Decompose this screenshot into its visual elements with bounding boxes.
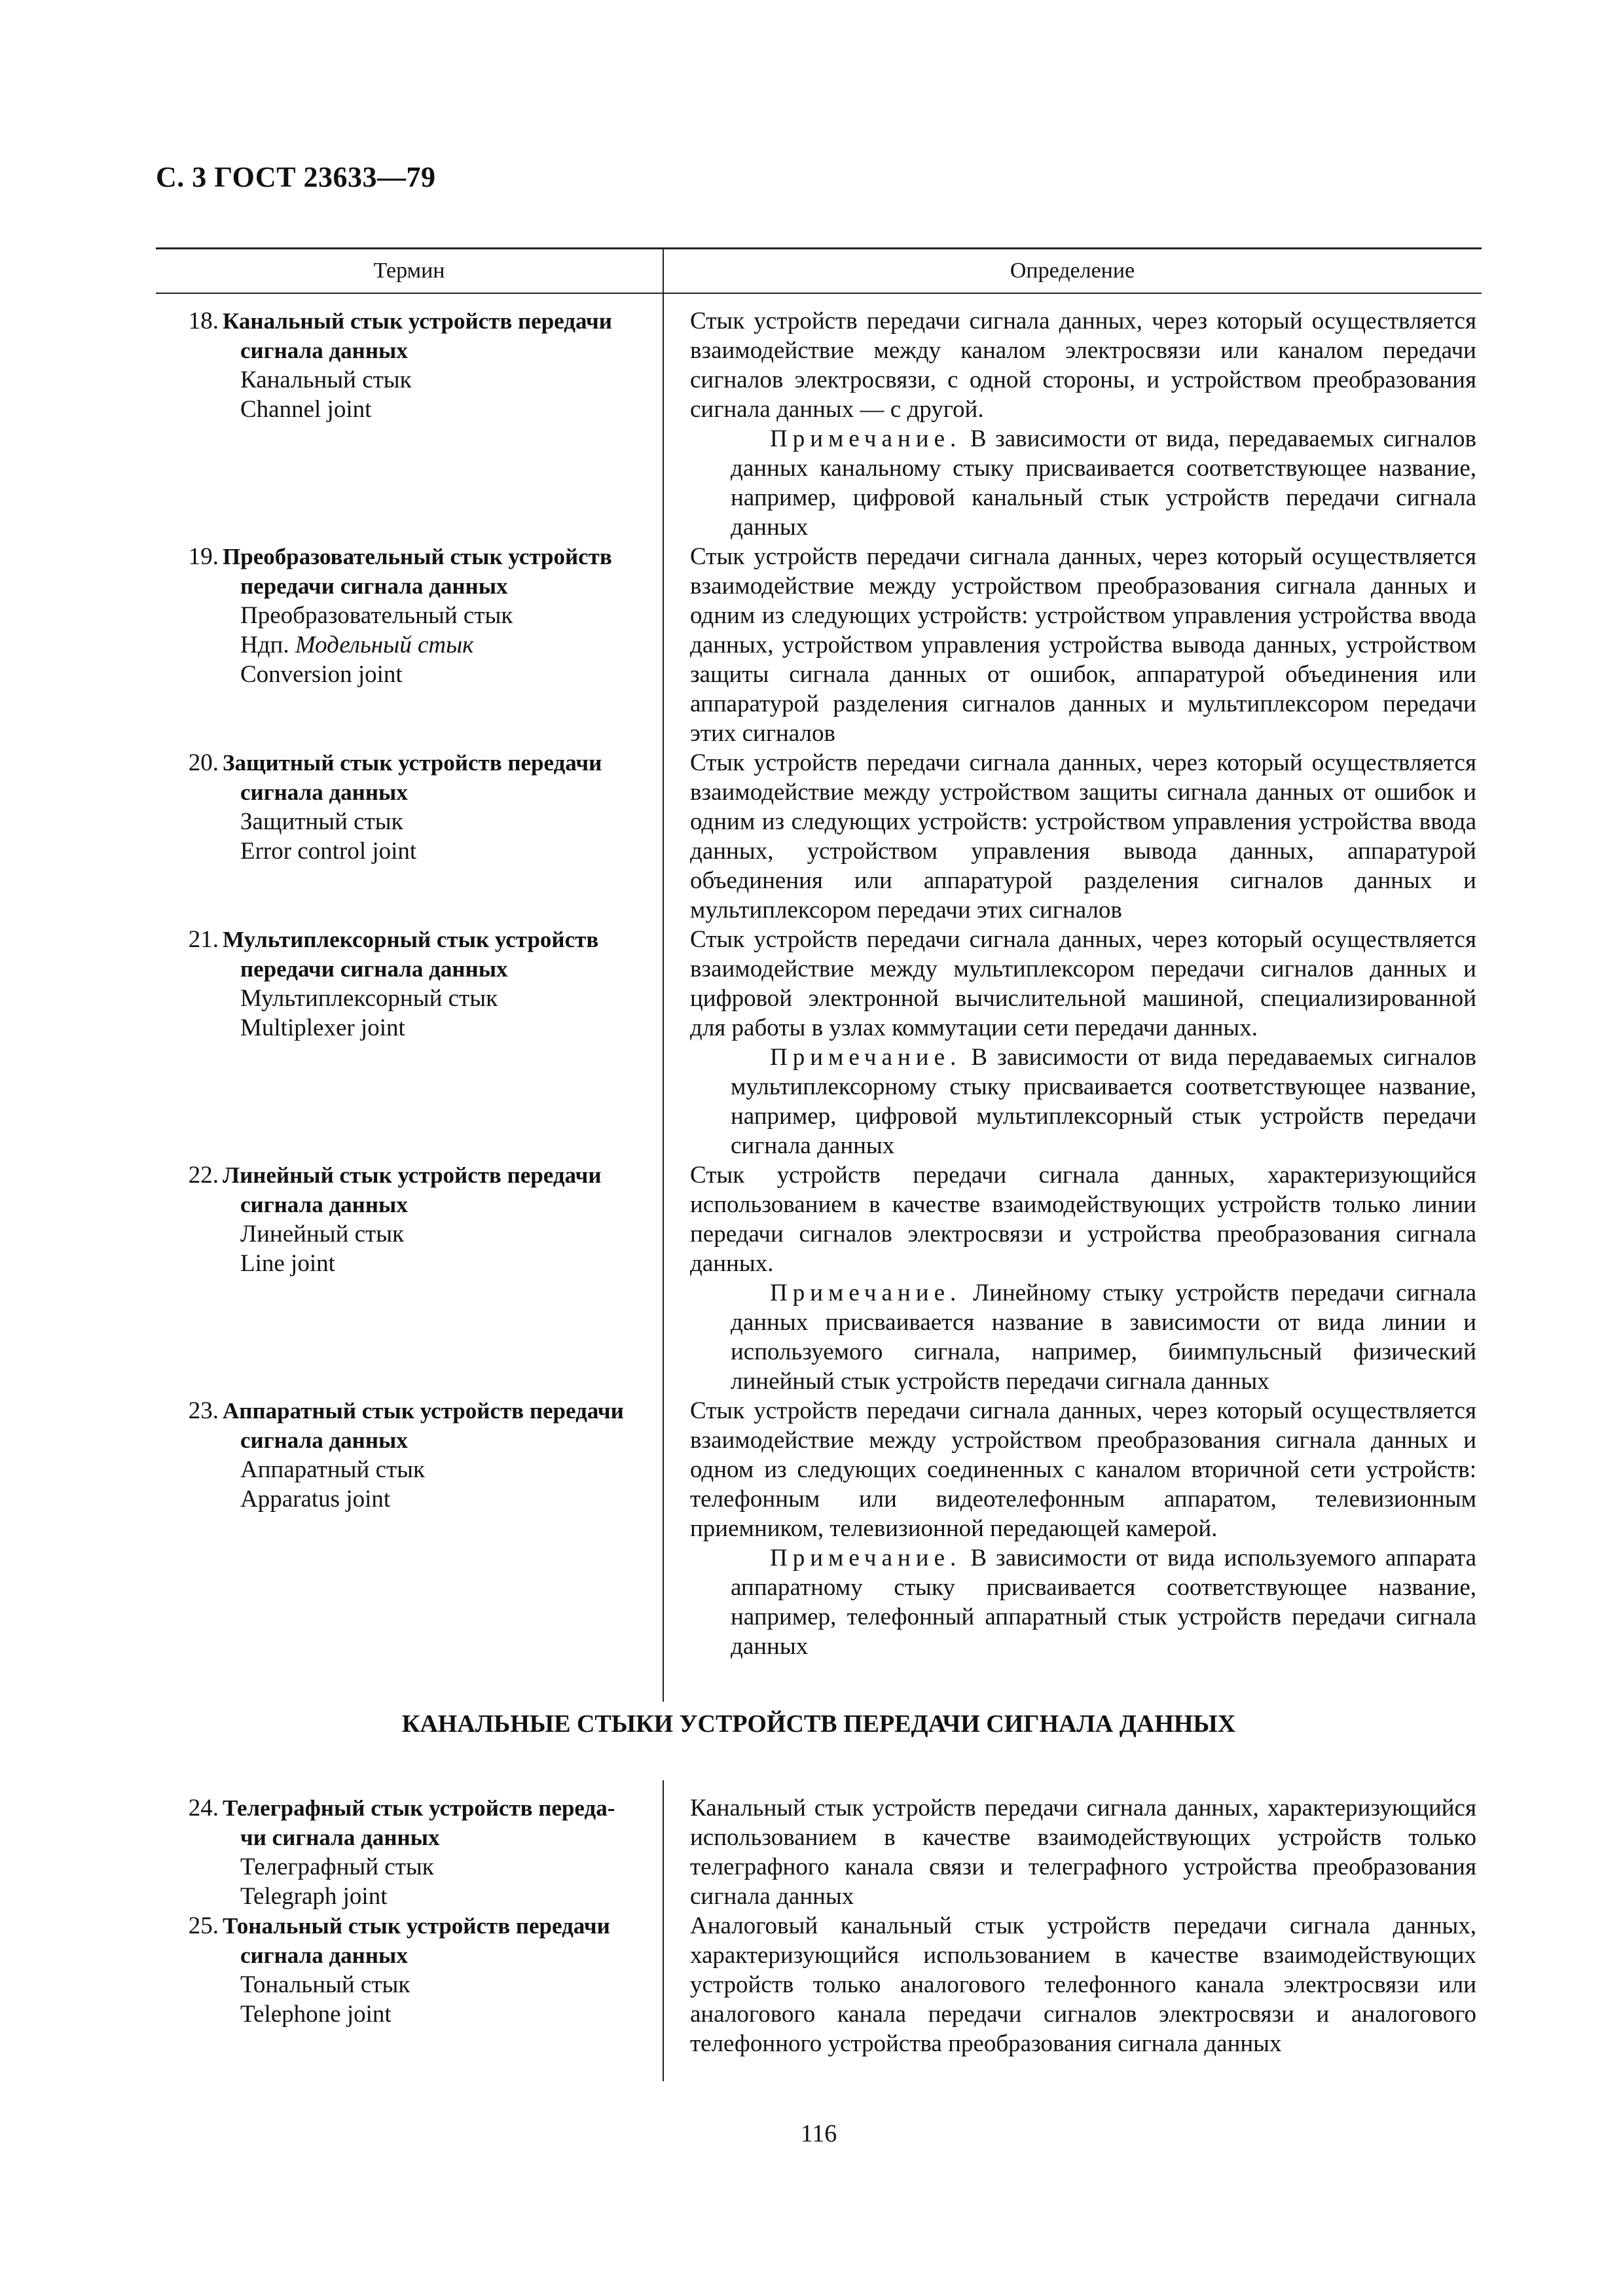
term-short: Тональный стык xyxy=(240,1971,410,1998)
term-number: 24. xyxy=(188,1795,219,1821)
section-title: КАНАЛЬНЫЕ СТЫКИ УСТРОЙСТВ ПЕРЕДАЧИ СИГНАЛА ДАННЫХ xyxy=(401,1710,1236,1738)
term-title: Канальный стык устройств передачи xyxy=(223,308,612,334)
term-entry-18 xyxy=(156,306,663,542)
definition-24 xyxy=(663,1793,1482,1911)
note-text: В зависимости от вида передаваемых сигналов мультиплексорному стыку присваивается соответствующее название, например, цифровой мультиплексорный стык устройств передачи сигнала данных xyxy=(731,1044,1477,1159)
term-english: Multiplexer joint xyxy=(240,1014,405,1041)
table-header xyxy=(156,247,1482,294)
term-title: Телеграфный стык устройств переда- xyxy=(223,1795,615,1821)
term-short: Телеграфный стык xyxy=(240,1854,434,1880)
definition-text: Стык устройств передачи сигнала данных, через который осуществляется взаимодействие между каналом электросвязи или каналом передачи сигналов электросвязи, с одной стороны, и устройством преобразования сигнала данных — с другой. xyxy=(690,308,1476,423)
definition-text: Аналоговый канальный стык устройств передачи сигнала данных, характеризующийся использованием в качестве взаимодействующих устройств только аналогового телефонного канала электросвязи или аналогового канала передачи сигналов электросвязи и аналогового телефонного устройства преобразования сигнала данных xyxy=(690,1912,1476,2057)
term-entry-24 xyxy=(156,1793,663,1911)
definition-text: Стык устройств передачи сигнала данных, через который осуществляется взаимодействие между устройством преобразования сигнала данных и одном из следующих соединенных с каналом вторичной сети устройств: телефонным или видеотелефонным аппаратом, телевизионным приемником, телевизионной передающей камерой. xyxy=(690,1397,1476,1542)
term-entry-21 xyxy=(156,925,663,1160)
term-number: 23. xyxy=(188,1397,219,1424)
term-title-cont: передачи сигнала данных xyxy=(240,956,508,982)
term-number: 22. xyxy=(188,1162,219,1189)
term-title-cont: передачи сигнала данных xyxy=(240,573,508,599)
definition-19 xyxy=(663,542,1482,748)
note-text: В зависимости от вида, передаваемых сигналов данных канальному стыку присваивается соответствующее название, например, цифровой канальный стык устройств передачи сигнала данных xyxy=(731,425,1476,541)
term-english: Telegraph joint xyxy=(240,1883,388,1910)
term-english: Apparatus joint xyxy=(240,1486,391,1513)
definition-20 xyxy=(663,748,1482,925)
term-number: 19. xyxy=(188,543,219,570)
definition-note xyxy=(731,1278,1476,1396)
term-title: Преобразовательный стык устройств xyxy=(223,544,612,569)
column-header-definition: Определение xyxy=(1010,259,1135,283)
term-entry-23 xyxy=(156,1396,663,1661)
note-label: Примечание. xyxy=(770,425,962,452)
term-english: Error control joint xyxy=(240,838,417,865)
term-english: Channel joint xyxy=(240,396,372,423)
definition-note xyxy=(731,1043,1476,1160)
term-short: Линейный стык xyxy=(240,1221,405,1247)
term-title: Тональный стык устройств передачи xyxy=(223,1913,610,1939)
term-title-cont: чи сигнала данных xyxy=(240,1825,440,1850)
term-entry-22 xyxy=(156,1160,663,1396)
term-title: Линейный стык устройств передачи xyxy=(223,1162,602,1188)
note-label: Примечание. xyxy=(770,1545,962,1571)
note-text: Линейному стыку устройств передачи сигнала данных присваивается название в зависимости от вида линии и используемого сигнала, например, биимпульсный физический линейный стык устройств передачи сигнала данных xyxy=(731,1280,1477,1395)
term-entry-19 xyxy=(156,542,663,748)
definition-note xyxy=(731,424,1476,542)
term-short: Преобразовательный стык xyxy=(240,602,513,629)
term-title-cont: сигнала данных xyxy=(240,1943,408,1968)
term-title: Аппаратный стык устройств передачи xyxy=(223,1398,624,1424)
definition-text: Стык устройств передачи сигнала данных, через который осуществляется взаимодействие между устройством защиты сигнала данных от ошибок и одним из следующих устройств: устройством управления устройства ввода данных, устройством управления вывода данных, аппаратурой объединения или аппаратурой разделения сигналов данных и мультиплексором передачи этих сигналов xyxy=(690,749,1476,924)
term-entry-25 xyxy=(156,1911,663,2058)
term-number: 20. xyxy=(188,749,219,776)
column-header-term: Термин xyxy=(373,259,445,283)
definition-25 xyxy=(663,1911,1482,2058)
term-short: Аппаратный стык xyxy=(240,1456,426,1483)
definition-18 xyxy=(663,306,1482,542)
term-title-cont: сигнала данных xyxy=(240,780,408,805)
terms-table-lower xyxy=(156,1793,1482,2058)
term-number: 25. xyxy=(188,1912,219,1939)
terms-table xyxy=(156,306,1482,1661)
definition-text: Стык устройств передачи сигнала данных, через который осуществляется взаимодействие между устройством преобразования сигнала данных и одним из следующих устройств: устройством управления устройства ввода данных, устройством управления устройства вывода данных, устройством защиты сигнала данных от ошибок, аппаратурой объединения или аппаратурой разделения сигналов данных и мультиплексором передачи этих сигналов xyxy=(690,543,1476,747)
ndp-term: Модельный стык xyxy=(295,632,474,658)
term-title-cont: сигнала данных xyxy=(240,1192,408,1217)
definition-21 xyxy=(663,925,1482,1160)
term-number: 18. xyxy=(188,308,219,334)
term-title: Мультиплексорный стык устройств xyxy=(223,927,599,952)
page-header: С. 3 ГОСТ 23633—79 xyxy=(156,161,436,193)
term-english: Conversion joint xyxy=(240,661,403,688)
term-short: Защитный стык xyxy=(240,808,403,835)
term-english: Line joint xyxy=(240,1250,335,1277)
definition-23 xyxy=(663,1396,1482,1661)
page-number: 116 xyxy=(800,2120,837,2147)
definition-text: Канальный стык устройств передачи сигнала данных, характеризующийся использованием в качестве взаимодействующих устройств только телеграфного канала связи и телеграфного устройства преобразования сигнала данных xyxy=(690,1795,1476,1910)
note-label: Примечание. xyxy=(770,1280,962,1306)
term-english: Telephone joint xyxy=(240,2001,392,2028)
term-short: Канальный стык xyxy=(240,367,412,393)
definition-text: Стык устройств передачи сигнала данных, через который осуществляется взаимодействие между мультиплексором передачи сигналов данных и цифровой электронной вычислительной машиной, специализированной для работы в узлах коммутации сети передачи данных. xyxy=(690,926,1476,1041)
note-text: В зависимости от вида используемого аппарата аппаратному стыку присваивается соответствующее название, например, телефонный аппаратный стык устройств передачи сигнала данных xyxy=(731,1545,1477,1660)
note-label: Примечание. xyxy=(770,1044,962,1071)
term-title-cont: сигнала данных xyxy=(240,1427,408,1453)
ndp-label: Ндп. xyxy=(240,632,289,658)
definition-note xyxy=(731,1543,1476,1661)
definition-text: Стык устройств передачи сигнала данных, характеризующийся использованием в качестве взаимодействующих устройств только линии передачи сигналов электросвязи и устройства преобразования сигнала данных. xyxy=(690,1162,1476,1277)
term-ndp xyxy=(178,630,655,660)
term-title: Защитный стык устройств передачи xyxy=(223,750,602,776)
definition-22 xyxy=(663,1160,1482,1396)
term-entry-20 xyxy=(156,748,663,925)
term-short: Мультиплексорный стык xyxy=(240,985,498,1012)
term-title-cont: сигнала данных xyxy=(240,338,408,363)
term-number: 21. xyxy=(188,926,219,953)
